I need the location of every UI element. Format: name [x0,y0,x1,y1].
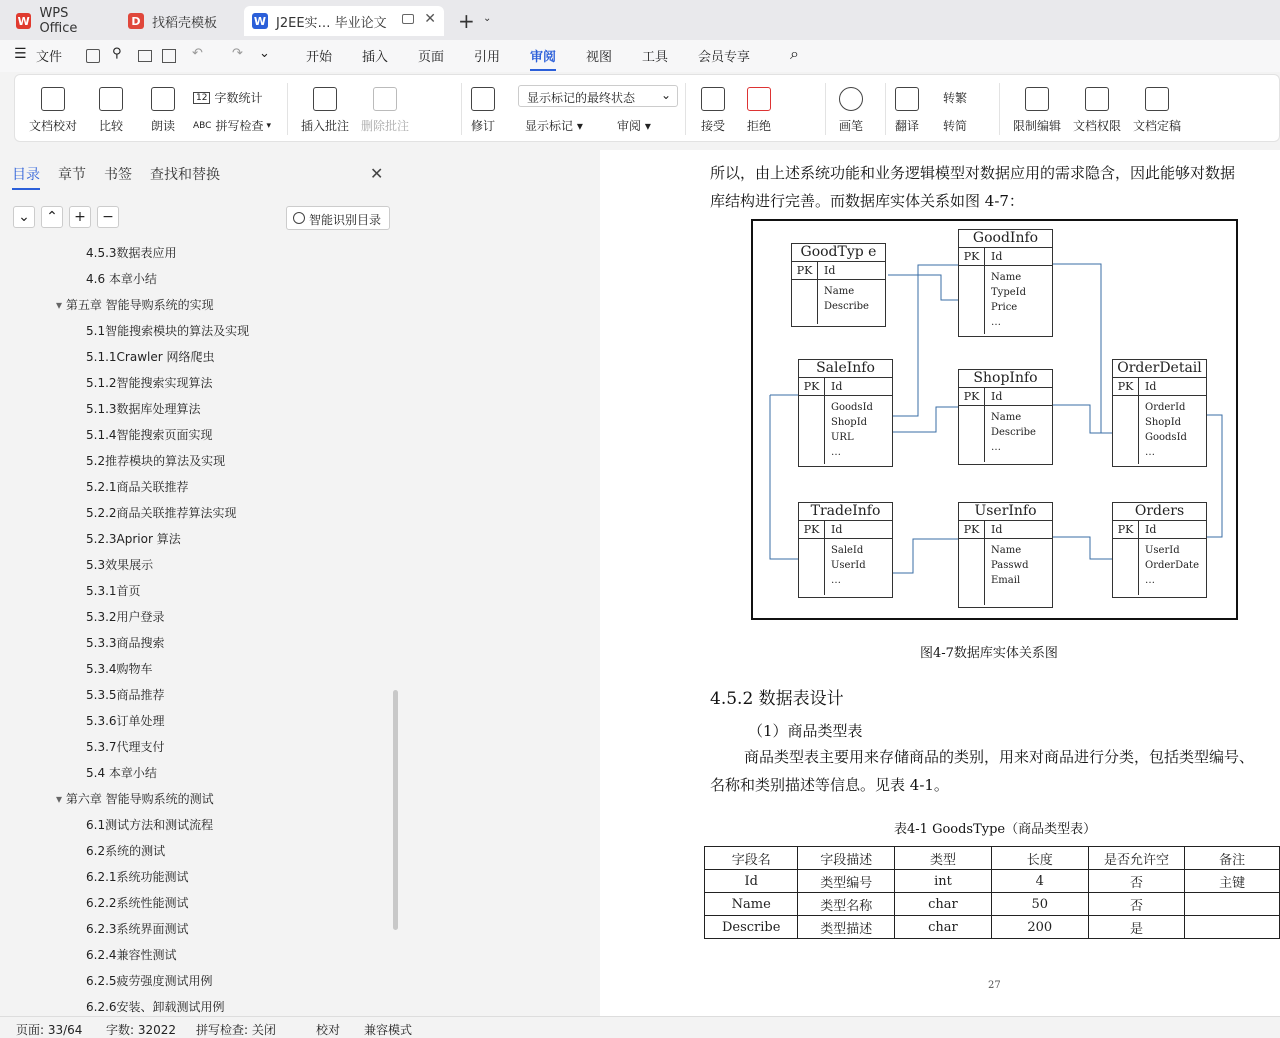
toc-item-label: 5.3效果展示 [86,558,154,572]
table-cell: 否 [1088,870,1185,893]
tab-toc[interactable]: 目录 [12,164,40,184]
accept-icon [701,87,725,111]
search-icon[interactable]: ⌕ [790,44,799,63]
toc-item-label: 5.2.3Aprior 算法 [86,532,181,546]
table-cell: char [895,893,992,916]
entity-gutter [799,539,825,595]
entity-gutter [792,280,818,324]
pen-button[interactable]: 画笔 [839,87,863,134]
toc-item[interactable] [86,348,214,365]
divider [287,83,288,135]
compare-icon [99,87,123,111]
read-aloud-icon [151,87,175,111]
toc-item-label: 5.4 本章小结 [86,766,157,780]
review-ribbon [14,74,1280,142]
entity-pk-row [1113,521,1206,539]
table-header-cell: 字段描述 [798,847,895,870]
tab-list-chevron-icon[interactable]: ⌄ [483,13,492,24]
toc-item-label: 6.2.6安装、卸载测试用例 [86,1000,225,1014]
show-markup-button[interactable]: 显示标记 ▾ [525,119,583,133]
toc-item-label: 5.3.4购物车 [86,662,153,676]
reject-icon [747,87,771,111]
table-header-row [705,847,1280,870]
page-indicator[interactable]: 页面: 33/64 [16,1023,83,1037]
smart-toc-icon [293,212,305,224]
chevron-down-icon: ⌄ [660,88,671,102]
table-header-cell: 长度 [991,847,1088,870]
entity-saleinfo [798,359,893,467]
divider [885,83,886,135]
entity-orders [1112,502,1207,598]
document-page [600,150,1280,1016]
entity-gutter [1113,539,1139,595]
doc-permission-icon [1085,87,1109,111]
toc-item-label: 5.3.7代理支付 [86,740,165,754]
entity-pk-row [799,521,892,539]
status-bar [0,1016,1280,1038]
toc-item[interactable] [86,400,201,417]
menu-file[interactable]: 文件 [36,50,63,65]
pk-label: PK [1113,521,1139,538]
entity-gutter [959,266,985,334]
collapse-up-button[interactable]: ⌃ [41,206,63,228]
toc-item[interactable] [86,244,177,261]
menu-tools[interactable]: 工具 [642,50,669,65]
menu-page[interactable]: 页面 [418,50,445,65]
table-cell: 否 [1088,893,1185,916]
spell-check-button[interactable]: ABC 拼写检查 ▾ [193,119,272,133]
table-cell: 类型描述 [798,916,895,939]
paragraph-text: 库结构进行完善。而数据库实体关系如图 4-7： [710,192,1024,210]
toc-item[interactable] [86,452,225,469]
entity-pk-row [1113,378,1206,396]
toc-item[interactable] [86,998,225,1015]
tab-bar [0,0,1280,40]
docer-icon: D [128,13,144,29]
divider [461,83,462,135]
redo-icon[interactable]: ↷ [232,46,243,61]
toc-item[interactable] [86,972,213,989]
table-header-cell: 字段名 [705,847,798,870]
pk-field: Id [831,523,843,536]
menu-bar [0,40,1280,72]
to-simplified-button[interactable]: 转简 [943,119,968,133]
entity-userinfo [958,502,1053,608]
menu-view[interactable]: 视图 [586,50,613,65]
entity-fields: Name Passwd Email [991,545,1029,586]
toc-item[interactable] [86,738,165,755]
entity-gutter [1113,396,1139,464]
toc-item[interactable] [86,634,165,651]
delete-comment-icon [373,87,397,111]
restrict-edit-icon [1025,87,1049,111]
table-cell: 4 [991,870,1088,893]
toc-item[interactable] [86,582,141,599]
entity-fields: GoodsId ShopId URL … [831,402,873,458]
toc-item[interactable] [86,322,249,339]
toc-item[interactable] [56,790,214,807]
table-cell: char [895,916,992,939]
pk-field: Id [1145,380,1157,393]
close-pane-icon[interactable]: ✕ [370,164,384,183]
table-cell: Name [705,893,798,916]
delete-comment-button[interactable]: 删除批注 [361,87,409,134]
toc-item-label: 6.2.2系统性能测试 [86,896,189,910]
entity-title: TradeInfo [799,503,892,521]
toc-item[interactable] [86,894,189,911]
table-cell: 类型名称 [798,893,895,916]
table-cell: Id [705,870,798,893]
toc-item[interactable] [56,296,214,313]
pk-label: PK [799,378,825,395]
toc-item[interactable] [86,270,157,287]
doc-check-button[interactable]: 文档校对 [29,87,77,134]
toc-item[interactable] [86,426,213,443]
entity-orderdetail [1112,359,1207,467]
pk-label: PK [792,262,818,279]
word-count-icon: 12 [193,92,210,104]
accept-button[interactable]: 接受 [701,87,725,134]
toc-item[interactable] [86,504,237,521]
doc-permission-button[interactable]: 文档权限 [1073,87,1121,134]
print-preview-icon[interactable] [162,49,176,63]
pk-field: Id [991,250,1003,263]
proof-status[interactable]: 校对 [316,1023,341,1037]
page-number: 27 [988,980,1001,991]
entity-pk-row [799,378,892,396]
read-aloud-button[interactable]: 朗读 [151,87,175,134]
toc-item[interactable] [86,530,181,547]
review-pane-button[interactable]: 审阅 ▾ [617,119,651,133]
menu-insert[interactable]: 插入 [362,50,389,65]
toc-item[interactable] [86,556,153,573]
tab-document[interactable]: W J2EE实… 毕业论文 ✕ [244,6,444,36]
spell-check-status[interactable]: 拼写检查: 关闭 [196,1023,276,1037]
entity-title: ShopInfo [959,370,1052,388]
pk-label: PK [959,248,985,265]
table-cell: 50 [991,893,1088,916]
divider [685,83,686,135]
entity-goodtype [791,243,886,327]
goodstype-table [704,846,1280,939]
entity-fields: SaleId UserId … [831,545,866,586]
entity-shopinfo [958,369,1053,465]
entity-pk-row [959,388,1052,406]
table-row [705,870,1280,893]
chevron-down-icon[interactable]: ▾ [56,792,66,806]
tab-bookmarks[interactable]: 书签 [104,167,132,183]
tab-template[interactable]: D 找稻壳模板 [120,6,240,36]
entity-pk-row [959,521,1052,539]
menu-review[interactable]: 审阅 [530,46,556,65]
toc-list [0,240,390,1016]
pk-field: Id [1145,523,1157,536]
table-cell: 主键 [1185,870,1280,893]
toc-item-label: 5.3.6订单处理 [86,714,165,728]
pk-field: Id [824,264,836,277]
insert-comment-button[interactable]: 插入批注 [301,87,349,134]
toc-item[interactable] [86,764,157,781]
toc-item[interactable] [86,712,165,729]
entity-fields: Name Describe [824,286,869,312]
toc-item[interactable] [86,946,177,963]
entity-title: Orders [1113,503,1206,521]
toc-item-label: 5.1.2智能搜索实现算法 [86,376,213,390]
navigation-pane [0,150,598,1016]
figure-caption: 图4-7数据库实体关系图 [920,646,1058,661]
er-diagram [751,219,1238,620]
print-icon[interactable] [138,50,152,62]
toc-item-label: 5.1智能搜索模块的算法及实现 [86,324,250,338]
add-level-button[interactable]: + [69,206,91,228]
doc-finalize-icon [1145,87,1169,111]
toc-item[interactable] [86,868,189,885]
paragraph-text: 名称和类别描述等信息。见表 4-1。 [710,776,949,794]
table-cell: 类型编号 [798,870,895,893]
toc-item-label: 5.2推荐模块的算法及实现 [86,454,226,468]
pk-label: PK [799,521,825,538]
entity-pk-row [959,248,1052,266]
translate-icon [895,87,919,111]
track-changes-button[interactable]: 修订 [471,87,495,134]
toc-item-label: 5.1.4智能搜索页面实现 [86,428,213,442]
pk-field: Id [991,390,1003,403]
comment-icon [313,87,337,111]
subheading: （1）商品类型表 [748,722,863,740]
window-icon[interactable] [402,14,414,24]
toc-item-label: 4.5.3数据表应用 [86,246,177,260]
sidebar-scrollbar[interactable] [393,690,398,930]
toc-item-label: 5.2.2商品关联推荐算法实现 [86,506,237,520]
entity-goodinfo [958,229,1053,337]
toc-item-label: 5.3.1首页 [86,584,141,598]
close-tab-icon[interactable]: ✕ [424,11,436,27]
toc-item[interactable] [86,842,165,859]
table-cell [1185,916,1280,939]
table-cell: 是 [1088,916,1185,939]
undo-icon[interactable]: ↶ [192,46,203,61]
toc-item[interactable] [86,660,153,677]
entity-gutter [959,539,985,605]
entity-title: GoodTyp e [792,244,885,262]
doc-finalize-button[interactable]: 文档定稿 [1133,87,1181,134]
toc-item-label: 5.1.3数据库处理算法 [86,402,201,416]
doc-check-icon [41,87,65,111]
entity-fields: Name TypeId Price … [991,272,1026,328]
tab-chapters[interactable]: 章节 [58,167,86,183]
toc-item-label: 5.3.3商品搜索 [86,636,165,650]
menu-member[interactable]: 会员专享 [698,50,751,65]
toc-item-label: 6.2.4兼容性测试 [86,948,177,962]
toc-item[interactable] [86,816,213,833]
smart-toc-button[interactable]: 智能识别目录 [286,206,390,230]
entity-fields: UserId OrderDate … [1145,545,1199,586]
reject-button[interactable]: 拒绝 [747,87,771,134]
toc-item-label: 5.2.1商品关联推荐 [86,480,189,494]
entity-pk-row [792,262,885,280]
more-chevron-icon[interactable]: ⌄ [259,46,270,61]
markup-state-select[interactable]: 显示标记的最终状态 ⌄ [518,85,678,107]
tab-wps-office[interactable]: W WPS Office [17,6,78,36]
save-icon[interactable] [86,49,100,63]
tab-find-replace[interactable]: 查找和替换 [150,167,220,183]
wps-logo-icon: W [17,14,30,28]
chevron-down-icon[interactable]: ▾ [56,298,66,312]
share-icon[interactable]: ⚲ [112,46,122,61]
entity-gutter [959,406,985,462]
to-traditional-button[interactable]: 转繁 [943,91,968,105]
chevron-down-icon: ▾ [266,120,272,131]
entity-tradeinfo [798,502,893,598]
toc-item-label: 6.1测试方法和测试流程 [86,818,214,832]
toc-item[interactable] [86,478,189,495]
toc-item[interactable] [86,920,189,937]
pen-icon [839,87,863,111]
paragraph-text: 商品类型表主要用来存储商品的类别，用来对商品进行分类，包括类型编号、 [744,748,1255,766]
toc-item-label: 5.3.5商品推荐 [86,688,165,702]
divider [999,83,1000,135]
compat-mode: 兼容模式 [364,1023,413,1037]
toc-item[interactable] [86,374,213,391]
pk-label: PK [1113,378,1139,395]
word-count-button[interactable]: 12 字数统计 [193,89,262,106]
table-cell: int [895,870,992,893]
table-row [705,893,1280,916]
expand-down-button[interactable]: ⌄ [13,206,35,228]
toc-item-label: 第六章 智能导购系统的测试 [65,792,214,806]
pk-field: Id [831,380,843,393]
table-cell: Describe [705,916,798,939]
spell-check-icon: ABC [193,120,212,131]
entity-fields: Name Describe … [991,412,1036,453]
entity-title: GoodInfo [959,230,1052,248]
divider [825,83,826,135]
toc-item-label: 4.6 本章小结 [86,272,157,286]
hamburger-icon[interactable]: ☰ [14,46,27,62]
new-tab-icon[interactable]: + [458,9,475,33]
toc-item[interactable] [86,608,165,625]
restrict-edit-button[interactable]: 限制编辑 [1013,87,1061,134]
entity-title: OrderDetail [1113,360,1206,378]
table-cell: 200 [991,916,1088,939]
section-heading: 4.5.2 数据表设计 [710,689,844,709]
entity-gutter [799,396,825,464]
toc-item[interactable] [86,686,165,703]
toc-item-label: 6.2.3系统界面测试 [86,922,189,936]
toc-item-label: 6.2系统的测试 [86,844,166,858]
menu-start[interactable]: 开始 [306,50,333,65]
table-row [705,916,1280,939]
entity-fields: OrderId ShopId GoodsId … [1145,402,1187,458]
word-count[interactable]: 字数: 32022 [106,1023,177,1037]
entity-title: UserInfo [959,503,1052,521]
menu-reference[interactable]: 引用 [474,50,501,65]
table-cell [1185,893,1280,916]
compare-button[interactable]: 比较 [99,87,123,134]
table-header-cell: 类型 [895,847,992,870]
entity-title: SaleInfo [799,360,892,378]
toc-item-label: 5.3.2用户登录 [86,610,165,624]
pk-field: Id [991,523,1003,536]
remove-level-button[interactable]: − [97,206,119,228]
table-caption: 表4-1 GoodsType（商品类型表） [894,822,1097,837]
pk-label: PK [959,521,985,538]
track-changes-icon [471,87,495,111]
paragraph-text: 所以，由上述系统功能和业务逻辑模型对数据应用的需求隐含，因此能够对数据 [710,164,1236,182]
pk-label: PK [959,388,985,405]
translate-button[interactable]: 翻译 [895,87,919,134]
toc-item-label: 5.1.1Crawler 网络爬虫 [86,350,215,364]
table-header-cell: 是否允许空 [1088,847,1185,870]
table-header-cell: 备注 [1185,847,1280,870]
toc-item-label: 6.2.5疲劳强度测试用例 [86,974,213,988]
writer-doc-icon: W [253,14,267,28]
toc-item-label: 6.2.1系统功能测试 [86,870,189,884]
toc-item-label: 第五章 智能导购系统的实现 [65,298,214,312]
